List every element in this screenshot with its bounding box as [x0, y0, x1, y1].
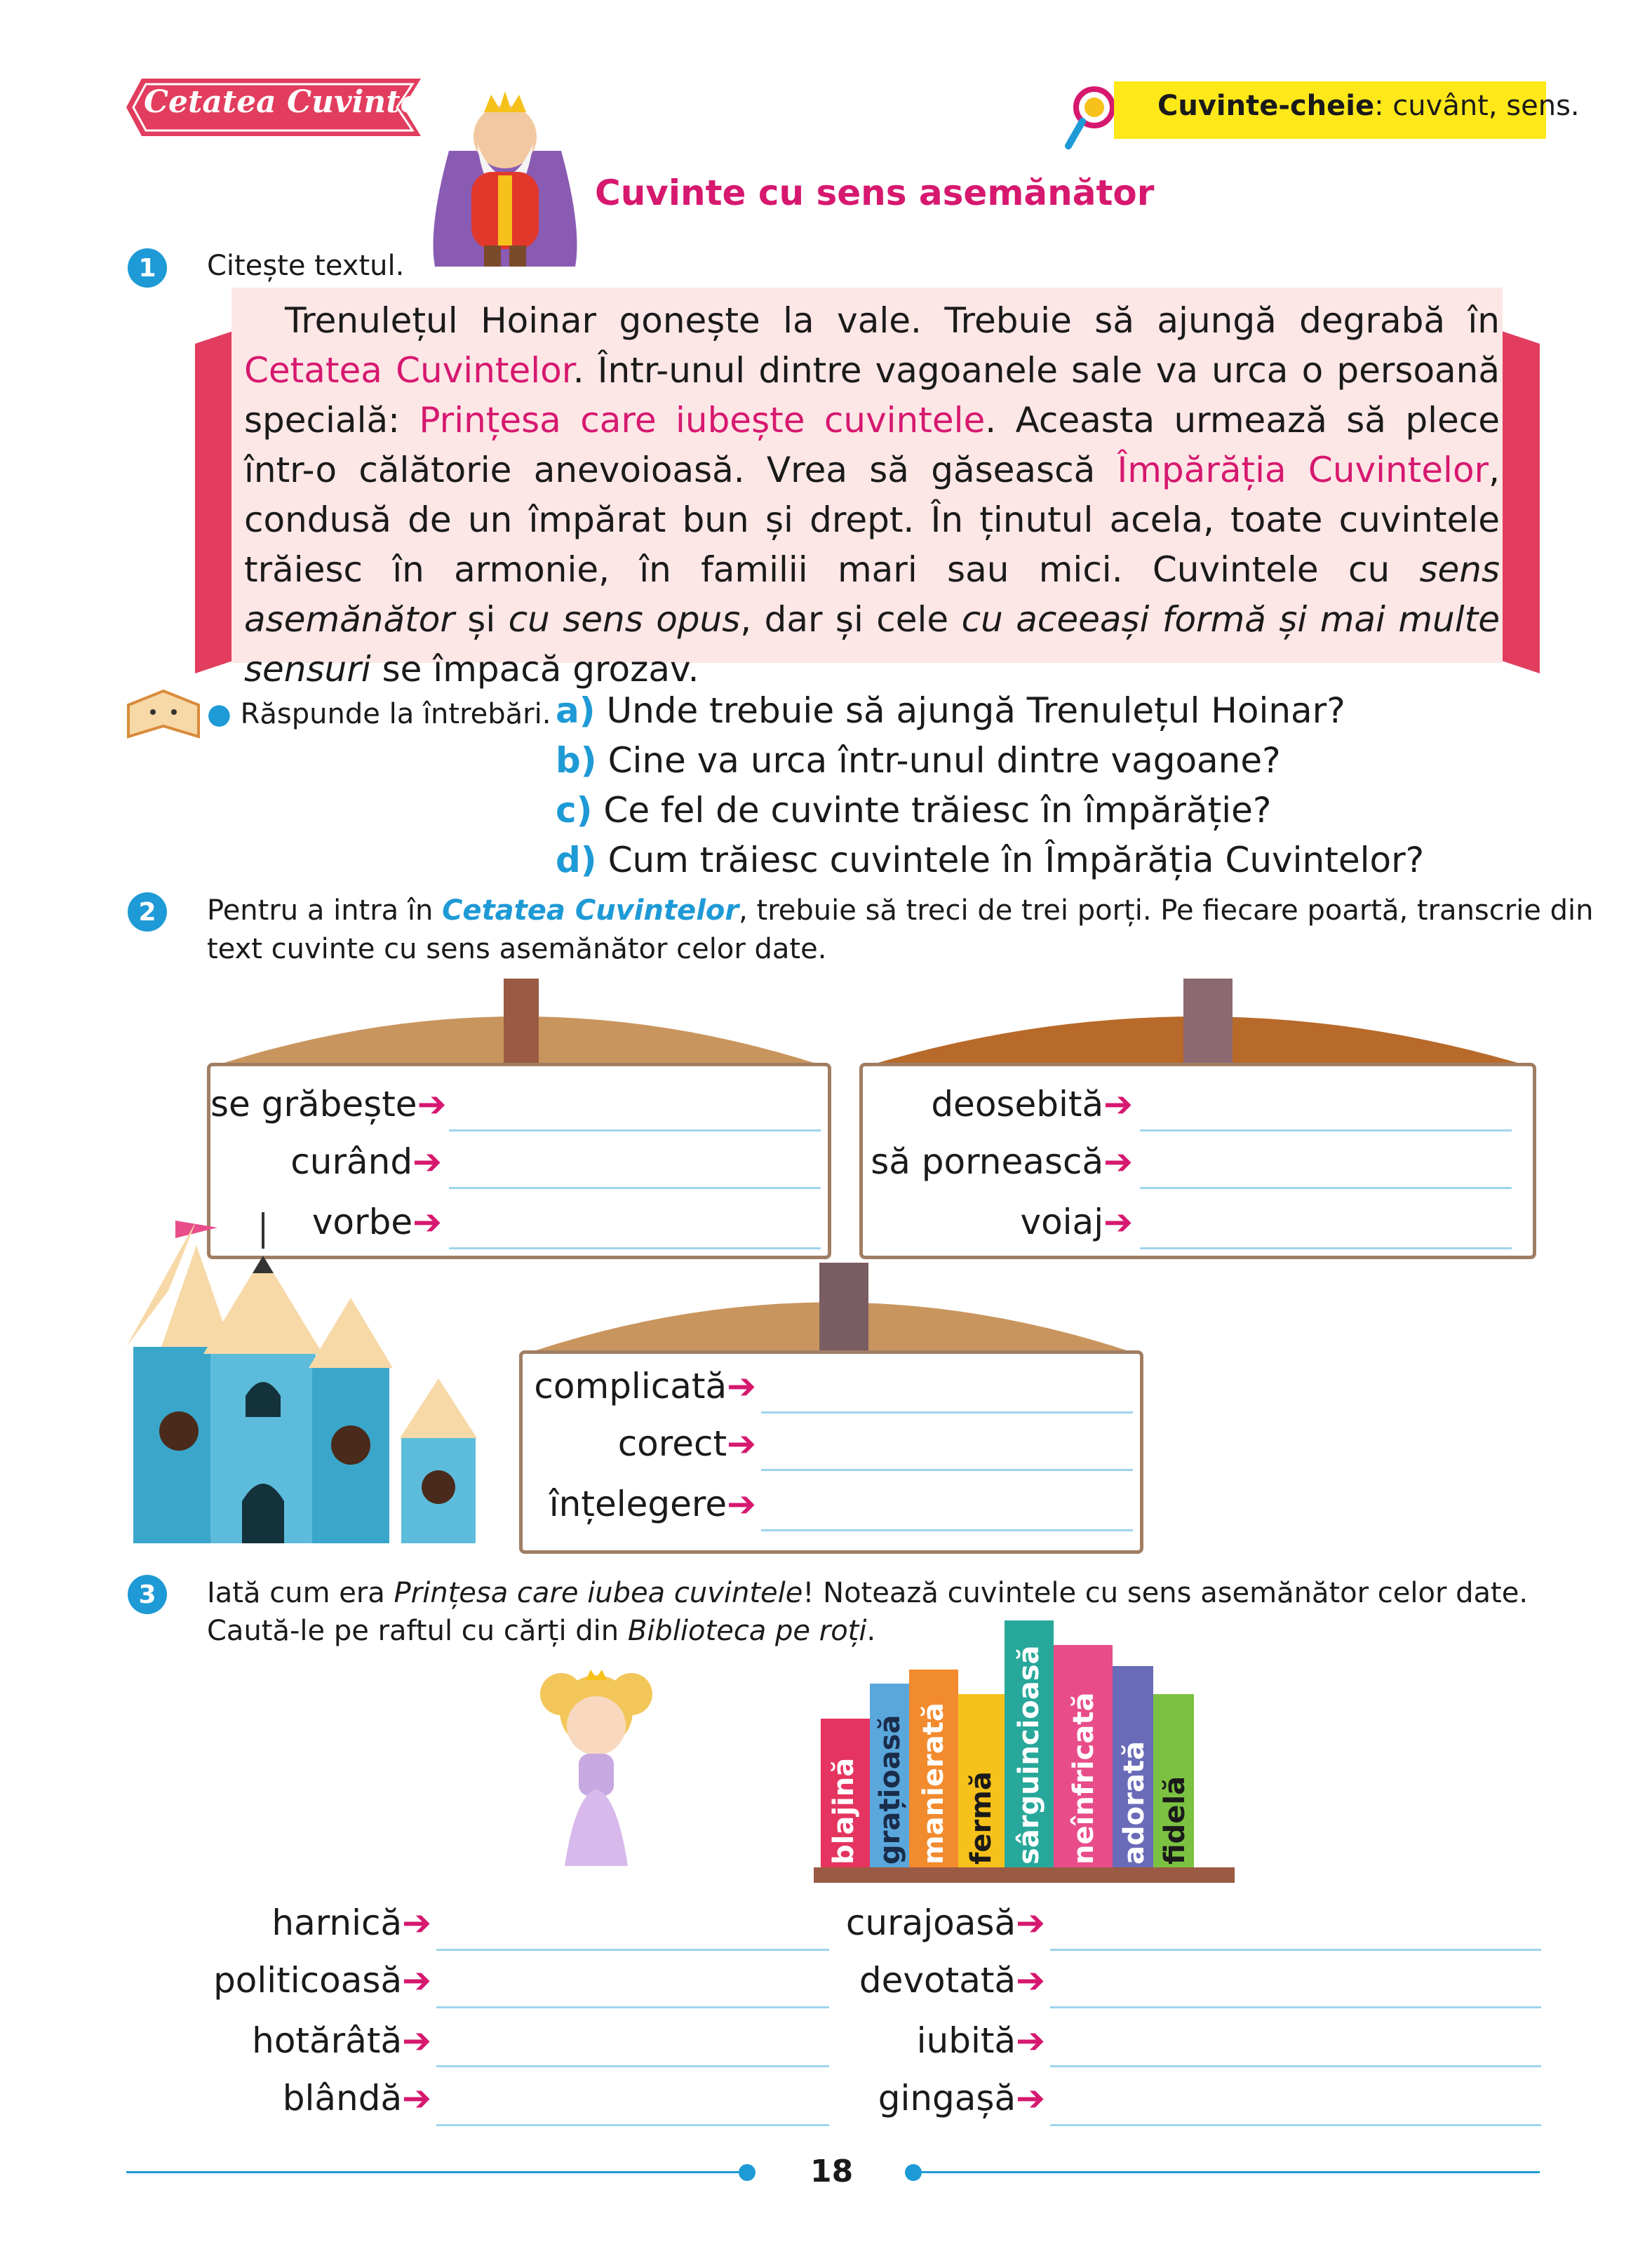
svg-text:grațioasă: grațioasă	[874, 1714, 906, 1865]
king-illustration	[421, 88, 589, 277]
ex3-right-word-1: curajoasă➔	[845, 1902, 1045, 1943]
exercise-3-instruction-line2: Caută-le pe raftul cu cărți din Biblioteca pe roți.	[207, 1615, 876, 1647]
book-sarguincioasa	[1005, 1620, 1054, 1869]
reading-text: Trenulețul Hoinar gonește la vale. Trebuie să ajungă degrabă în Cetatea Cuvintelor. Într-unul dintre vagoanele sale va urca o persoană specială: Prințesa care iubește cuvintele. Aceasta urmează să plece într-o călătorie anevoioasă. Vrea să găsească Împărăția Cuvintelor, condusă de un împărat bun și drept. În ținutul acela, toate cuvintele trăiesc în armonie, în familii mari sau mici. Cuvintele cu sens asemănător și cu sens opus, dar și cele cu aceeași formă și mai multe sensuri se împacă grozav.	[244, 300, 1500, 690]
gate-1-answer-line-1[interactable]	[449, 1129, 821, 1132]
book-adorata	[1113, 1666, 1153, 1869]
gate-1-answer-line-3[interactable]	[449, 1247, 821, 1249]
gate-3-word-1: complicată➔	[534, 1366, 756, 1406]
card-ribbon-right	[1498, 330, 1540, 680]
ex3-left-line-3[interactable]	[436, 2065, 829, 2067]
gate-1-word-2: curând➔	[290, 1141, 442, 1182]
ex3-left-word-1: harnică➔	[271, 1902, 431, 1943]
gate-2-arch	[859, 979, 1536, 1070]
ex3-left-line-1[interactable]	[436, 1949, 829, 1951]
gate-3-answer-line-2[interactable]	[761, 1469, 1133, 1471]
gate-2-word-1: deosebită➔	[931, 1084, 1133, 1124]
svg-text:sârguincioasă: sârguincioasă	[1013, 1645, 1045, 1865]
exercise-1-number: 1	[128, 248, 167, 288]
gate-3-answer-line-1[interactable]	[761, 1411, 1133, 1414]
exercise-1-instruction: Citește textul.	[207, 250, 405, 282]
svg-text:fermă: fermă	[965, 1771, 998, 1865]
question-d: d) Cum trăiesc cuvintele în Împărăția Cuvintelor?	[556, 840, 1425, 880]
ex3-left-word-4: blândă➔	[282, 2078, 431, 2119]
book-fidela	[1153, 1694, 1194, 1869]
ex3-right-line-4[interactable]	[1050, 2124, 1541, 2126]
ex3-right-word-3: iubită➔	[916, 2020, 1045, 2061]
question-b: b) Cine va urca într-unul dintre vagoane?	[556, 740, 1281, 781]
gate-3-word-3: înțelegere➔	[549, 1484, 756, 1524]
gate-2-word-2: să pornească➔	[871, 1141, 1133, 1182]
keywords: Cuvinte-cheie: cuvânt, sens.	[1157, 90, 1580, 122]
svg-text:manierată: manierată	[918, 1703, 950, 1865]
book-blajina	[821, 1719, 870, 1869]
book-gratioasa	[870, 1684, 909, 1869]
ex3-right-line-2[interactable]	[1050, 2006, 1541, 2008]
gate-1-word-1: se grăbește➔	[210, 1084, 447, 1124]
ex3-left-word-2: politicoasă➔	[213, 1960, 431, 2001]
book-neinfricata	[1054, 1645, 1113, 1869]
svg-text:fidelă: fidelă	[1159, 1775, 1191, 1865]
gate-2-answer-line-3[interactable]	[1140, 1247, 1512, 1249]
card-ribbon-left	[195, 330, 237, 680]
gate-2-answer-line-1[interactable]	[1140, 1129, 1512, 1132]
ex3-left-line-4[interactable]	[436, 2124, 829, 2126]
gate-1-arch	[207, 979, 831, 1070]
ex3-right-line-3[interactable]	[1050, 2065, 1541, 2067]
svg-text:blajină: blajină	[828, 1757, 860, 1865]
gate-1-answer-line-2[interactable]	[449, 1187, 821, 1189]
exercise-3-number: 3	[128, 1575, 167, 1614]
bookshelf	[814, 1606, 1242, 1887]
gate-2-answer-line-2[interactable]	[1140, 1187, 1512, 1189]
gate-3-arch	[519, 1263, 1143, 1357]
gate-2-word-3: voiaj➔	[1020, 1202, 1133, 1242]
svg-text:neînfricată: neînfricată	[1068, 1692, 1100, 1865]
ex3-left-line-2[interactable]	[436, 2006, 829, 2008]
question-c: c) Ce fel de cuvinte trăiesc în împărăție?	[556, 790, 1272, 831]
book-manierata	[909, 1670, 958, 1869]
gate-3-answer-line-3[interactable]	[761, 1529, 1133, 1531]
question-a: a) Unde trebuie să ajungă Trenulețul Hoinar?	[556, 690, 1345, 731]
ex3-right-word-4: gingașă➔	[878, 2078, 1045, 2119]
castle-illustration	[126, 1207, 498, 1550]
exercise-2-number: 2	[128, 892, 167, 932]
gate-1-word-3: vorbe➔	[311, 1202, 442, 1242]
footer-dot-left	[739, 2164, 756, 2181]
exercise-2-instruction: Pentru a intra în Cetatea Cuvintelor, trebuie să treci de trei porți. Pe fiecare poartă, transcrie din	[207, 894, 1594, 927]
exercise-2-instruction-line2: text cuvinte cu sens asemănător celor date.	[207, 933, 827, 965]
book-ferma	[958, 1694, 1005, 1869]
footer-line-right	[912, 2171, 1540, 2173]
questions-intro: ● Răspunde la întrebări.	[207, 698, 551, 730]
page-number: 18	[810, 2154, 854, 2189]
exercise-3-instruction: Iată cum era Prințesa care iubea cuvintele! Notează cuvintele cu sens asemănător celor date.	[207, 1577, 1529, 1609]
ex3-left-word-3: hotărâtă➔	[252, 2020, 431, 2061]
svg-text:adorată: adorată	[1118, 1741, 1150, 1865]
princess-illustration	[526, 1656, 666, 1880]
ex3-right-line-1[interactable]	[1050, 1949, 1541, 1951]
gate-3-word-2: corect➔	[617, 1423, 756, 1464]
book-icon	[125, 677, 202, 740]
footer-line-left	[126, 2171, 744, 2173]
magnifier-key-icon	[1063, 83, 1119, 153]
ex3-right-word-2: devotată➔	[859, 1960, 1045, 2001]
page-title: Cuvinte cu sens asemănător	[595, 173, 1155, 213]
banner-title: Cetatea Cuvintelor	[144, 84, 469, 120]
